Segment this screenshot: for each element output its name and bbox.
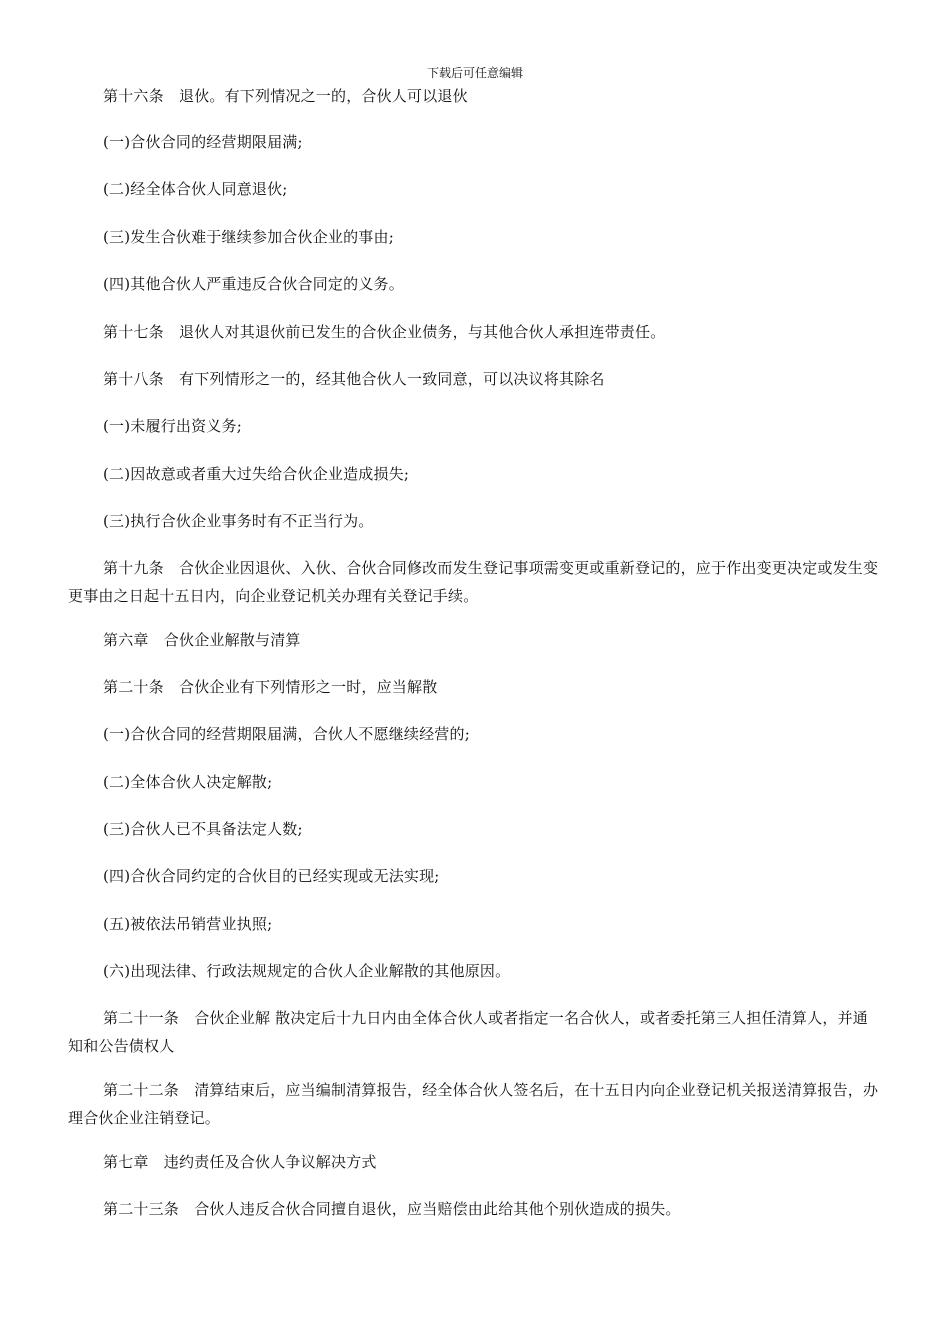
article-16-item-4: (四)其他合伙人严重违反合伙合同定的义务。 <box>103 275 404 293</box>
chapter-7-heading: 第七章 违约责任及合伙人争议解决方式 <box>103 1153 377 1171</box>
article-21: 第二十一条 合伙企业解 散决定后十九日内由全体合伙人或者指定一名合伙人，或者委托第三人担任清算人，并通知和公告债权人 <box>68 1009 868 1055</box>
article-23: 第二十三条 合伙人违反合伙合同擅自退伙，应当赔偿由此给其他个别伙造成的损失。 <box>103 1200 681 1218</box>
article-16-item-1: (一)合伙合同的经营期限届满; <box>103 133 303 151</box>
article-20-item-3: (三)合伙人已不具备法定人数; <box>103 820 303 838</box>
article-16-item-3: (三)发生合伙难于继续参加合伙企业的事由; <box>103 228 394 246</box>
article-19: 第十九条 合伙企业因退伙、入伙、合伙合同修改而发生登记事项需变更或重新登记的，应于作出变更决定或发生变更事由之日起十五日内，向企业登记机关办理有关登记手续。 <box>68 559 879 605</box>
article-18-item-2: (二)因故意或者重大过失给合伙企业造成损失; <box>103 465 410 483</box>
article-17: 第十七条 退伙人对其退伙前已发生的合伙企业债务，与其他合伙人承担连带责任。 <box>103 323 666 341</box>
article-22: 第二十二条 清算结束后，应当编制清算报告，经全体合伙人签名后，在十五日内向企业登记机关报送清算报告，办理合伙企业注销登记。 <box>68 1081 879 1127</box>
article-20-item-5: (五)被依法吊销营业执照; <box>103 915 273 933</box>
article-18-item-3: (三)执行合伙企业事务时有不正当行为。 <box>103 512 374 530</box>
article-20-item-6: (六)出现法律、行政法规规定的合伙人企业解散的其他原因。 <box>103 962 511 980</box>
article-20-item-2: (二)全体合伙人决定解散; <box>103 773 273 791</box>
article-20: 第二十条 合伙企业有下列情形之一时，应当解散 <box>103 678 438 696</box>
article-18-item-1: (一)未履行出资义务; <box>103 417 242 435</box>
article-20-item-4: (四)合伙合同约定的合伙目的已经实现或无法实现; <box>103 867 440 885</box>
article-16: 第十六条 退伙。有下列情况之一的，合伙人可以退伙 <box>103 87 468 105</box>
chapter-6-heading: 第六章 合伙企业解散与清算 <box>103 631 301 649</box>
article-18: 第十八条 有下列情形之一的，经其他合伙人一致同意，可以决议将其除名 <box>103 370 605 388</box>
article-20-item-1: (一)合伙合同的经营期限届满，合伙人不愿继续经营的; <box>103 725 470 743</box>
header-note: 下载后可任意编辑 <box>426 66 523 80</box>
article-16-item-2: (二)经全体合伙人同意退伙; <box>103 180 288 198</box>
